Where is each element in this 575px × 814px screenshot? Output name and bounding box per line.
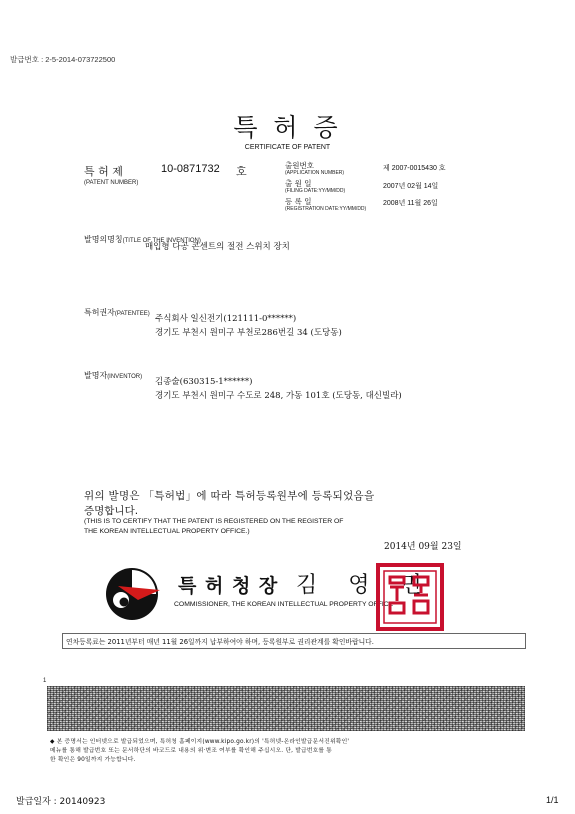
commissioner-name: 김 영 민 bbox=[296, 573, 434, 598]
kipo-logo-icon bbox=[104, 566, 162, 622]
patentee-name: 주식회사 일신전기(121111-0******) bbox=[155, 314, 297, 324]
certification-date: 2014년 09월 23일 bbox=[384, 542, 462, 552]
invention-label: 발명의명칭 bbox=[84, 235, 123, 244]
inventor-address: 경기도 부천시 원미구 수도로 248, 가동 101호 (도당동, 대신빌라) bbox=[155, 391, 402, 401]
patentee-label-row bbox=[84, 300, 150, 319]
certification-line-1: 위의 발명은 「특허법」에 따라 특허등록원부에 등록되었음을 bbox=[84, 490, 375, 502]
inventor-label-en: (INVENTOR) bbox=[107, 374, 143, 380]
patentee-address: 경기도 부천시 원미구 부천로286번길 34 (도당동) bbox=[155, 328, 342, 338]
filing-label-en: (FILING DATE:YY/MM/DD) bbox=[285, 188, 346, 194]
issue-date: 발급일자 : 20140923 bbox=[16, 797, 106, 807]
patent-label: 특 허 제 bbox=[84, 165, 123, 178]
inventor-label-row bbox=[84, 363, 142, 382]
commissioner-title-en: COMMISSIONER, THE KOREAN INTELLECTUAL PROPERTY OFFICE bbox=[174, 601, 394, 608]
patent-label-en: (PATENT NUMBER) bbox=[84, 180, 139, 186]
official-seal-icon bbox=[376, 563, 444, 631]
patentee-label-en: (PATENTEE) bbox=[114, 311, 150, 317]
commissioner-title: 특 허 청 장 bbox=[178, 575, 279, 597]
patent-number: 10-0871732 bbox=[161, 163, 220, 175]
certification-line-2: 증명합니다. bbox=[84, 505, 139, 517]
registration-date: 2008년 11월 26일 bbox=[383, 200, 438, 207]
anti-forgery-barcode bbox=[47, 686, 525, 731]
certification-en-line-1: (THIS IS TO CERTIFY THAT THE PATENT IS REGISTERED ON THE REGISTER OF bbox=[84, 518, 344, 525]
certificate-title: 특 허 증 bbox=[233, 113, 342, 142]
certification-en-line-2: THE KOREAN INTELLECTUAL PROPERTY OFFICE.) bbox=[84, 528, 250, 535]
issue-number: 발급번호 : 2-5-2014-073722500 bbox=[10, 55, 116, 64]
application-label-en: (APPLICATION NUMBER) bbox=[285, 170, 345, 176]
barcode-marker: 1 bbox=[43, 678, 47, 684]
application-label: 출원번호 bbox=[285, 161, 314, 170]
verification-notice-line-3: 한 확인은 90일까지 가능합니다. bbox=[50, 757, 136, 763]
registration-label: 등 록 일 bbox=[285, 197, 312, 206]
page-number: 1/1 bbox=[546, 795, 559, 805]
invention-label-en: (TITLE OF THE INVENTION) bbox=[122, 238, 201, 244]
patentee-label: 특허권자 bbox=[84, 308, 115, 317]
filing-label: 출 원 일 bbox=[285, 179, 312, 188]
verification-notice-line-1: ◆ 본 증명서는 인터넷으로 발급되었으며, 특허청 홈페이지(www.kipo.go.kr)의 '특허넷-온라인발급문서진위확인' bbox=[50, 739, 350, 745]
application-number: 제 2007-0015430 호 bbox=[383, 165, 446, 172]
invention-title: 매입형 다공 콘센트의 절전 스위치 장치 bbox=[145, 242, 290, 252]
certificate-title-en: CERTIFICATE OF PATENT bbox=[244, 144, 331, 151]
filing-date: 2007년 02월 14일 bbox=[383, 183, 439, 190]
patent-suffix: 호 bbox=[236, 165, 247, 178]
verification-notice-line-2: 메뉴를 통해 발급번호 또는 문서하단의 바코드로 내용의 위·변조 여부를 확인해 주십시오. 단, 발급번호를 통 bbox=[50, 748, 333, 754]
inventor-name: 김종술(630315-1******) bbox=[155, 377, 253, 387]
inventor-label: 발명자 bbox=[84, 371, 108, 380]
registration-label-en: (REGISTRATION DATE:YY/MM/DD) bbox=[285, 206, 367, 212]
annual-fee-notice: 연차등록료는 2011년부터 매년 11월 26일까지 납부하여야 하며, 등록원부로 권리관계를 확인바랍니다. bbox=[66, 638, 374, 646]
